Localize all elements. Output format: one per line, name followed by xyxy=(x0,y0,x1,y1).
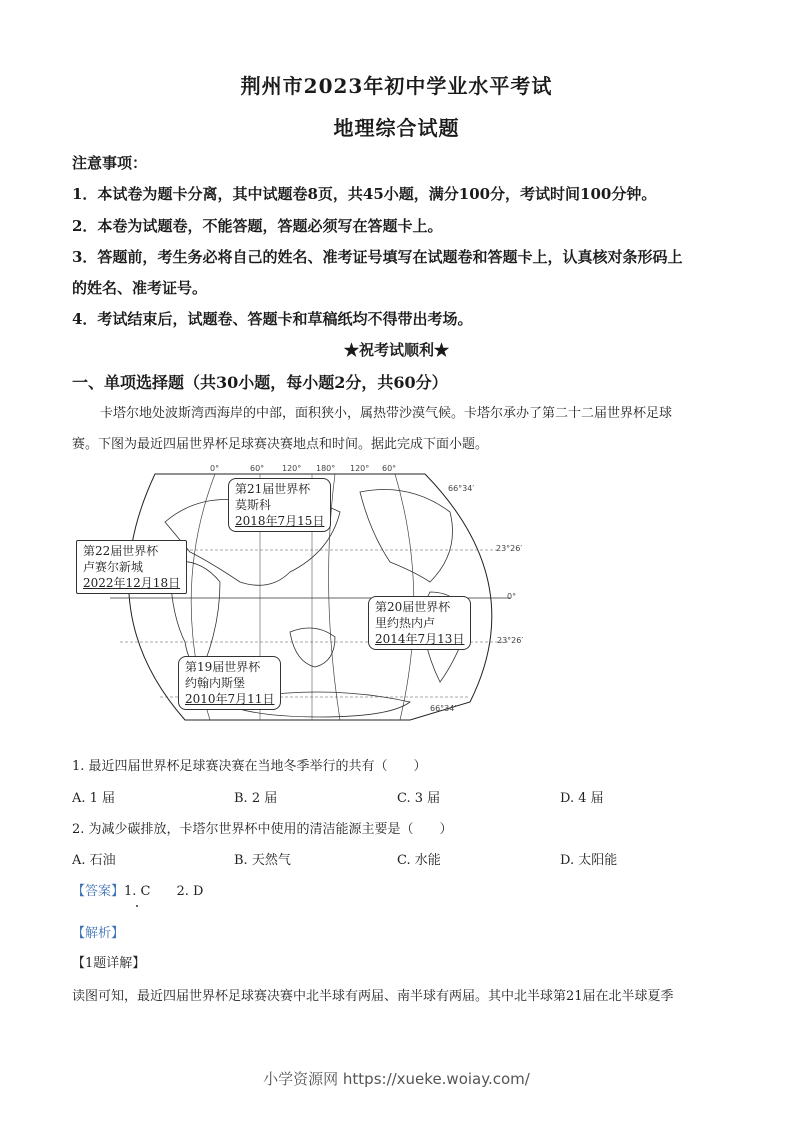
callout-date: 2022年12月18日 xyxy=(83,576,181,590)
callout-rio xyxy=(368,596,471,650)
callout-edition: 第19届世界杯 xyxy=(185,660,261,674)
notice-item-4: 4．考试结束后，试题卷、答题卡和草稿纸均不得带出考场。 xyxy=(72,310,473,328)
notice-heading: 注意事项： xyxy=(72,154,148,172)
q1-option-d[interactable]: D. 4 届 xyxy=(560,791,604,806)
lon-label-0: 0° xyxy=(210,464,220,473)
lat-label-capricorn: 23°26′ xyxy=(497,636,524,645)
callout-johannesburg xyxy=(178,656,281,710)
section-heading: 一、单项选择题（共30小题，每小题2分，共60分） xyxy=(72,373,448,392)
detail-heading: 【1题详解】 xyxy=(72,956,146,971)
lat-label-arctic: 66°34′ xyxy=(448,484,475,493)
lat-label-equator: 0° xyxy=(507,592,517,601)
lon-label-3: 180° xyxy=(316,464,336,473)
callout-date: 2010年7月11日 xyxy=(185,692,275,706)
callout-edition: 第20届世界杯 xyxy=(375,600,451,614)
notice-item-2: 2．本卷为试题卷，不能答题，答题必须写在答题卡上。 xyxy=(72,217,443,235)
world-cup-map xyxy=(70,462,530,732)
callout-city: 莫斯科 xyxy=(235,498,272,512)
q1-option-c[interactable]: C. 3 届 xyxy=(397,791,441,806)
callout-moscow xyxy=(228,478,331,532)
callout-city: 卢赛尔新城 xyxy=(83,560,144,574)
notice-item-1: 1．本试卷为题卡分离，其中试题卷8页，共45小题，满分100分，考试时间100分钟。 xyxy=(72,185,657,203)
lon-label-5: 60° xyxy=(382,464,397,473)
lon-label-1: 60° xyxy=(250,464,265,473)
section-intro-2: 赛。下图为最近四届世界杯足球赛决赛地点和时间。据此完成下面小题。 xyxy=(72,437,489,452)
callout-date: 2014年7月13日 xyxy=(375,632,465,646)
question-1-stem: 1. 最近四届世界杯足球赛决赛在当地冬季举行的共有（ ） xyxy=(72,759,427,774)
callout-edition: 第22届世界杯 xyxy=(83,544,159,558)
q2-option-b[interactable]: B. 天然气 xyxy=(234,853,291,868)
stray-dot xyxy=(136,905,138,907)
lon-label-4: 120° xyxy=(350,464,370,473)
q1-option-b[interactable]: B. 2 届 xyxy=(234,791,278,806)
q2-option-a[interactable]: A. 石油 xyxy=(72,853,116,868)
callout-city: 里约热内卢 xyxy=(375,616,436,630)
q1-option-a[interactable]: A. 1 届 xyxy=(72,791,116,806)
answer-tag: 【答案】 xyxy=(72,884,125,899)
answer-line xyxy=(72,880,732,899)
callout-lusail xyxy=(76,540,187,594)
blessing-text: ★祝考试顺利★ xyxy=(343,341,449,359)
q2-option-c[interactable]: C. 水能 xyxy=(397,853,441,868)
lon-label-2: 120° xyxy=(282,464,302,473)
notice-item-3: 3．答题前，考生务必将自己的姓名、准考证号填写在试题卷和答题卡上，认真核对条形码上 xyxy=(72,248,683,266)
callout-city: 约翰内斯堡 xyxy=(185,676,246,690)
detail-text: 读图可知，最近四届世界杯足球赛决赛中北半球有两届、南半球有两届。其中北半球第21届在北半球夏季 xyxy=(72,989,674,1004)
exam-subtitle: 地理综合试题 xyxy=(333,116,460,140)
callout-date: 2018年7月15日 xyxy=(235,514,325,528)
callout-edition: 第21届世界杯 xyxy=(235,482,311,496)
analysis-line xyxy=(72,922,732,941)
analysis-tag: 【解析】 xyxy=(72,926,125,941)
exam-title: 荆州市2023年初中学业水平考试 xyxy=(240,74,553,98)
question-2-stem: 2. 为减少碳排放，卡塔尔世界杯中使用的清洁能源主要是（ ） xyxy=(72,822,453,837)
section-intro-1: 卡塔尔地处波斯湾西海岸的中部，面积狭小，属热带沙漠气候。卡塔尔承办了第二十二届世界杯足球 xyxy=(100,406,673,421)
lat-label-antarctic: 66°34′ xyxy=(430,704,457,713)
watermark-footer[interactable]: 小学资源网 https://xueke.woiay.com/ xyxy=(263,1070,530,1088)
answer-text: 1. C 2. D xyxy=(124,884,204,899)
q2-option-d[interactable]: D. 太阳能 xyxy=(560,853,618,868)
lat-label-cancer: 23°26′ xyxy=(496,544,523,553)
notice-item-3-cont: 的姓名、准考证号。 xyxy=(72,279,208,297)
